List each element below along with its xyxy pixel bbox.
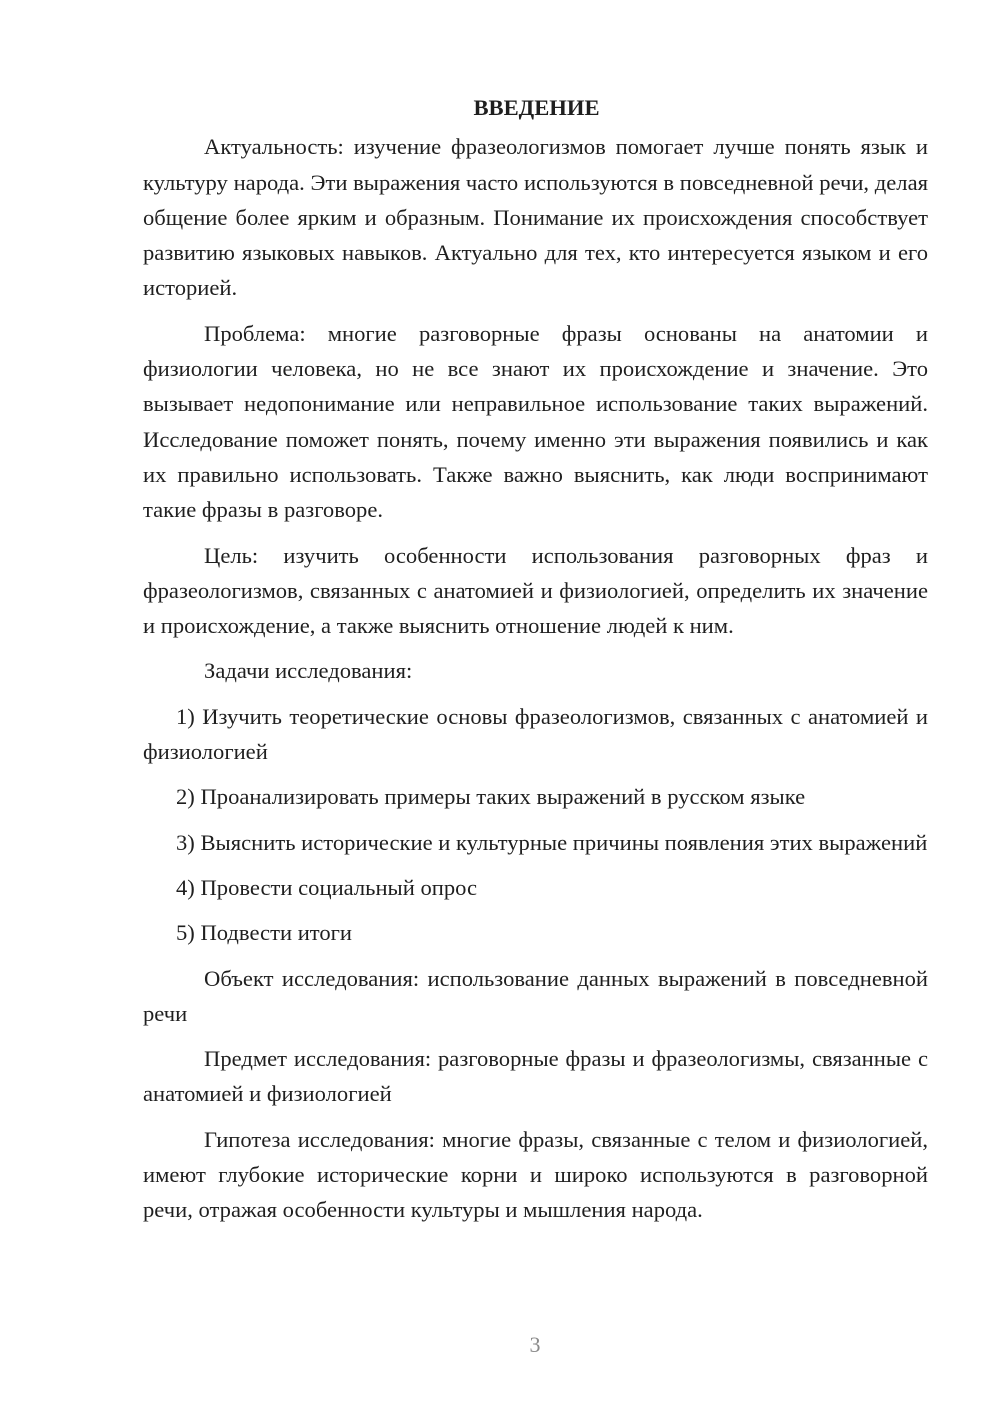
hypothesis-paragraph: Гипотеза исследования: многие фразы, связанные с телом и физиологией, имеют глубокие исторические корни и широко используются в разговорной речи, отражая особенности культуры и мышления народа. (143, 1126, 928, 1223)
page-number: 3 (529, 1332, 541, 1357)
document-page (143, 90, 928, 1228)
relevance-paragraph: Актуальность: изучение фразеологизмов помогает лучше понять язык и культуру народа. Эти выражения часто используются в повседневной речи, делая общение более ярким и образным. Понимание их происхождения способствует развитию языковых навыков. Актуально для тех, кто интересуется языком и его историей. (143, 134, 928, 301)
problem-paragraph: Проблема: многие разговорные фразы основаны на анатомии и физиологии человека, но не все знают их происхождение и значение. Это вызывает недопонимание или неправильное использование таких выражений. Исследование поможет понять, почему именно эти выражения появились и как их правильно использовать. Также важно выяснить, как люди воспринимают такие фразы в разговоре. (143, 320, 928, 523)
section-title: ВВЕДЕНИЕ (473, 95, 600, 120)
goal-paragraph: Цель: изучить особенности использования разговорных фраз и фразеологизмов, связанных с анатомией и физиологией, определить их значение и происхождение, а также выяснить отношение людей к ним. (143, 542, 928, 639)
task-item-3: 3) Выяснить исторические и культурные причины появления этих выражений (176, 829, 928, 855)
object-paragraph: Объект исследования: использование данных выражений в повседневной речи (143, 965, 928, 1026)
task-item-1: 1) Изучить теоретические основы фразеологизмов, связанных с анатомией и физиологией (143, 703, 928, 765)
subject-paragraph: Предмет исследования: разговорные фразы и фразеологизмы, связанные с анатомией и физиологией (143, 1046, 928, 1107)
task-item-5: 5) Подвести итоги (176, 920, 353, 946)
task-item-2: 2) Проанализировать примеры таких выражений в русском языке (176, 784, 806, 810)
task-item-4: 4) Провести социальный опрос (176, 874, 478, 900)
tasks-heading: Задачи исследования: (204, 658, 413, 684)
